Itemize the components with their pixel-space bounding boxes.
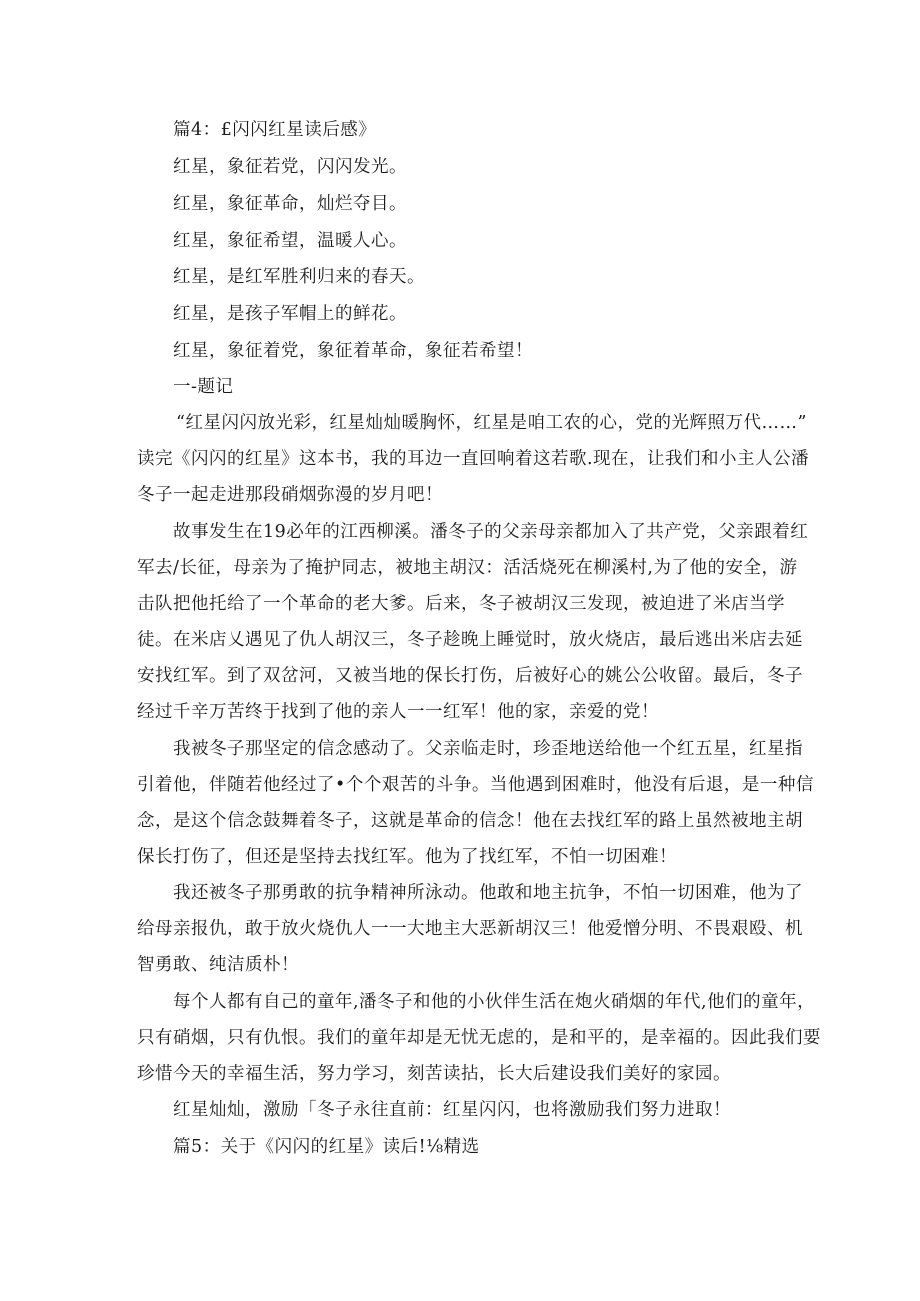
paragraph-line: 徒。在米店乂遇见了仇人胡汉三，冬子趁晚上睡觉时，放火烧店，最后逃出米店去延 (137, 630, 803, 650)
poem-line-2: 红星，象征革命，灿烂夺目。 (173, 194, 407, 214)
paragraph-line: 珍惜今天的幸福生活，努力学习，刻苦读拈，长大后建设我们美好的家园。 (137, 1064, 731, 1084)
paragraph-line: 念，是这个信念鼓舞着冬子，这就是革命的信念！他在去找红军的路上虽然被地主胡 (137, 811, 803, 831)
paragraph-line: 给母亲报仇，敢于放火烧仇人一一大地主大恶新胡汉三！他爱憎分明、不畏艰殴、机 (137, 919, 803, 939)
paragraph-line: 保长打伤了，但还是坚持去找红军。他为了找红军，不怕一切困难！ (137, 847, 677, 867)
paragraph-line: 故事发生在19必年的江西柳溪。潘冬子的父亲母亲都加入了共产党，父亲跟着红 (173, 522, 809, 542)
paragraph-line: 我还被冬子那勇敢的抗争精神所泳动。他敢和地主抗争，不怕一切困难，他为了 (173, 883, 803, 903)
paragraph-line: 只有硝烟，只有仇恨。我们的童年却是无忧无虑的，是和平的，是幸福的。因此我们要 (137, 1028, 821, 1048)
paragraph-line: 安找红军。到了双岔河，又被当地的保长打伤，后被好心的姚公公收留。最后，冬子 (137, 666, 803, 686)
paragraph-line: 击队把他托给了一个革命的老大爹。后来，冬子被胡汉三发现，被迫进了米店当学 (137, 594, 785, 614)
poem-line-5: 红星，是孩子军帽上的鲜花。 (173, 304, 407, 324)
paragraph-line: 引着他，伴随若他经过了•个个艰苦的斗争。当他遇到困难时，他没有后退，是一种信 (137, 775, 814, 795)
paragraph-line: 冬子一起走进那段硝烟弥漫的岁月吧！ (137, 485, 443, 505)
poem-line-3: 红星，象征希望，温暖人心。 (173, 231, 407, 251)
poem-line-6: 红星，象征着党，象征着革命，象征若希望！ (173, 341, 533, 361)
song-quote-line: “红星闪闪放光彩，红星灿灿暖胸怀，红星是咱工农的心，党的光辉照万代……” (176, 413, 807, 433)
section-heading-5: 篇5：关于《闪闪的红星》读后!⅛精选 (173, 1137, 480, 1157)
paragraph-line: 我被冬子那坚定的信念感动了。父亲临走时，珍歪地送给他一个红五星，红星指 (173, 739, 803, 759)
epigraph-note: 一-题记 (173, 377, 234, 397)
section-heading-4: 篇4：£闪闪红星读后感》 (173, 120, 377, 140)
poem-line-1: 红星，象征若党，闪闪发光。 (173, 157, 407, 177)
paragraph-line: 每个人都有自己的童年,潘冬子和他的小伙伴生活在炮火硝烟的年代,他们的童年， (173, 992, 816, 1012)
poem-line-4: 红星，是红军胜利归来的春天。 (173, 267, 425, 287)
paragraph-line: 智勇敢、纯洁质朴！ (137, 955, 299, 975)
paragraph-line: 读完《闪闪的红星》这本书，我的耳边一直回响着这若歌.现在，让我们和小主人公潘 (137, 449, 810, 469)
paragraph-line: 军去/长征，母亲为了掩护同志，被地主胡汉：活活烧死在柳溪村,为了他的安全，游 (137, 558, 798, 578)
paragraph-line: 经过千辛万苦终于找到了他的亲人一一红军！他的家，亲爱的党！ (137, 702, 659, 722)
closing-line: 红星灿灿，激励「冬子永往直前：红星闪闪，也将激励我们努力进取！ (173, 1100, 731, 1120)
